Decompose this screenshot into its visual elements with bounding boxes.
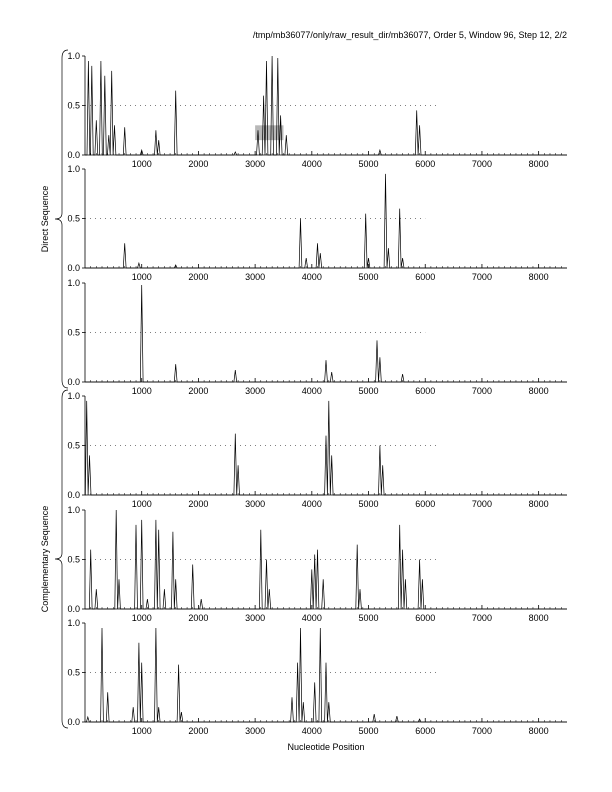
y-tick-label: 0.0 bbox=[67, 150, 80, 160]
x-tick-label: 7000 bbox=[471, 613, 492, 623]
x-tick-label: 5000 bbox=[358, 159, 379, 169]
y-tick-label: 1.0 bbox=[67, 618, 80, 628]
x-tick-label: 4000 bbox=[301, 159, 322, 169]
x-tick-label: 3000 bbox=[245, 499, 266, 509]
x-tick-label: 7000 bbox=[471, 499, 492, 509]
y-tick-label: 1.0 bbox=[67, 505, 80, 515]
y-tick-label: 0.5 bbox=[67, 100, 80, 111]
x-tick-label: 2000 bbox=[188, 613, 209, 623]
x-tick-label: 1000 bbox=[131, 159, 152, 169]
y-tick-label: 1.0 bbox=[67, 278, 80, 288]
x-tick-label: 5000 bbox=[358, 613, 379, 623]
y-tick-label: 1.0 bbox=[67, 164, 80, 174]
panel-1 bbox=[67, 51, 567, 169]
y-tick-label: 0.0 bbox=[67, 604, 80, 614]
x-tick-label: 6000 bbox=[415, 159, 436, 169]
x-tick-label: 5000 bbox=[358, 386, 379, 396]
y-tick-label: 0.5 bbox=[67, 554, 80, 565]
series-line bbox=[85, 401, 567, 495]
x-tick-label: 1000 bbox=[131, 613, 152, 623]
chart-panels bbox=[67, 51, 567, 736]
x-tick-label: 3000 bbox=[245, 726, 266, 736]
x-tick-label: 6000 bbox=[415, 499, 436, 509]
y-tick-label: 1.0 bbox=[67, 391, 80, 401]
x-tick-label: 2000 bbox=[188, 726, 209, 736]
x-tick-label: 3000 bbox=[245, 386, 266, 396]
x-tick-label: 8000 bbox=[528, 499, 549, 509]
y-tick-label: 0.5 bbox=[67, 327, 80, 338]
x-tick-label: 2000 bbox=[188, 159, 209, 169]
x-tick-label: 8000 bbox=[528, 613, 549, 623]
x-tick-label: 1000 bbox=[131, 272, 152, 282]
x-tick-label: 6000 bbox=[415, 386, 436, 396]
x-tick-label: 7000 bbox=[471, 726, 492, 736]
y-tick-label: 0.5 bbox=[67, 667, 80, 678]
x-tick-label: 2000 bbox=[188, 386, 209, 396]
series-line bbox=[85, 285, 567, 382]
group-label: Complementary Sequence bbox=[40, 505, 50, 613]
group-bracket bbox=[55, 390, 68, 728]
x-tick-label: 4000 bbox=[301, 726, 322, 736]
x-tick-label: 3000 bbox=[245, 613, 266, 623]
x-tick-label: 1000 bbox=[131, 499, 152, 509]
x-tick-label: 8000 bbox=[528, 159, 549, 169]
y-tick-label: 1.0 bbox=[67, 51, 80, 61]
x-tick-label: 5000 bbox=[358, 726, 379, 736]
series-line bbox=[85, 628, 567, 722]
x-tick-label: 6000 bbox=[415, 272, 436, 282]
x-tick-label: 8000 bbox=[528, 386, 549, 396]
x-tick-label: 2000 bbox=[188, 499, 209, 509]
x-tick-label: 6000 bbox=[415, 726, 436, 736]
x-tick-label: 4000 bbox=[301, 272, 322, 282]
x-tick-label: 7000 bbox=[471, 386, 492, 396]
y-tick-label: 0.5 bbox=[67, 213, 80, 224]
panel-3 bbox=[67, 278, 567, 396]
panel-4 bbox=[67, 391, 567, 509]
x-tick-label: 4000 bbox=[301, 499, 322, 509]
x-tick-label: 3000 bbox=[245, 272, 266, 282]
x-tick-label: 1000 bbox=[131, 726, 152, 736]
figure-header: /tmp/mb36077/only/raw_result_dir/mb36077, Order 5, Window 96, Step 12, 2/2 bbox=[252, 30, 567, 40]
x-tick-label: 5000 bbox=[358, 499, 379, 509]
x-axis-label: Nucleotide Position bbox=[287, 742, 365, 752]
group-bracket bbox=[55, 50, 68, 388]
panel-2 bbox=[67, 164, 567, 282]
group-label: Direct Sequence bbox=[40, 185, 50, 253]
x-tick-label: 6000 bbox=[415, 613, 436, 623]
x-tick-label: 7000 bbox=[471, 272, 492, 282]
x-tick-label: 1000 bbox=[131, 386, 152, 396]
x-tick-label: 4000 bbox=[301, 613, 322, 623]
x-tick-label: 3000 bbox=[245, 159, 266, 169]
x-tick-label: 8000 bbox=[528, 272, 549, 282]
y-tick-label: 0.0 bbox=[67, 717, 80, 727]
y-tick-label: 0.0 bbox=[67, 263, 80, 273]
y-tick-label: 0.0 bbox=[67, 377, 80, 387]
panel-5 bbox=[67, 505, 567, 623]
y-tick-label: 0.0 bbox=[67, 490, 80, 500]
group-brackets bbox=[40, 50, 68, 728]
x-tick-label: 2000 bbox=[188, 272, 209, 282]
series-line bbox=[85, 174, 567, 268]
x-tick-label: 4000 bbox=[301, 386, 322, 396]
y-tick-label: 0.5 bbox=[67, 440, 80, 451]
x-tick-label: 7000 bbox=[471, 159, 492, 169]
panel-6 bbox=[67, 618, 567, 736]
x-tick-label: 8000 bbox=[528, 726, 549, 736]
x-tick-label: 5000 bbox=[358, 272, 379, 282]
